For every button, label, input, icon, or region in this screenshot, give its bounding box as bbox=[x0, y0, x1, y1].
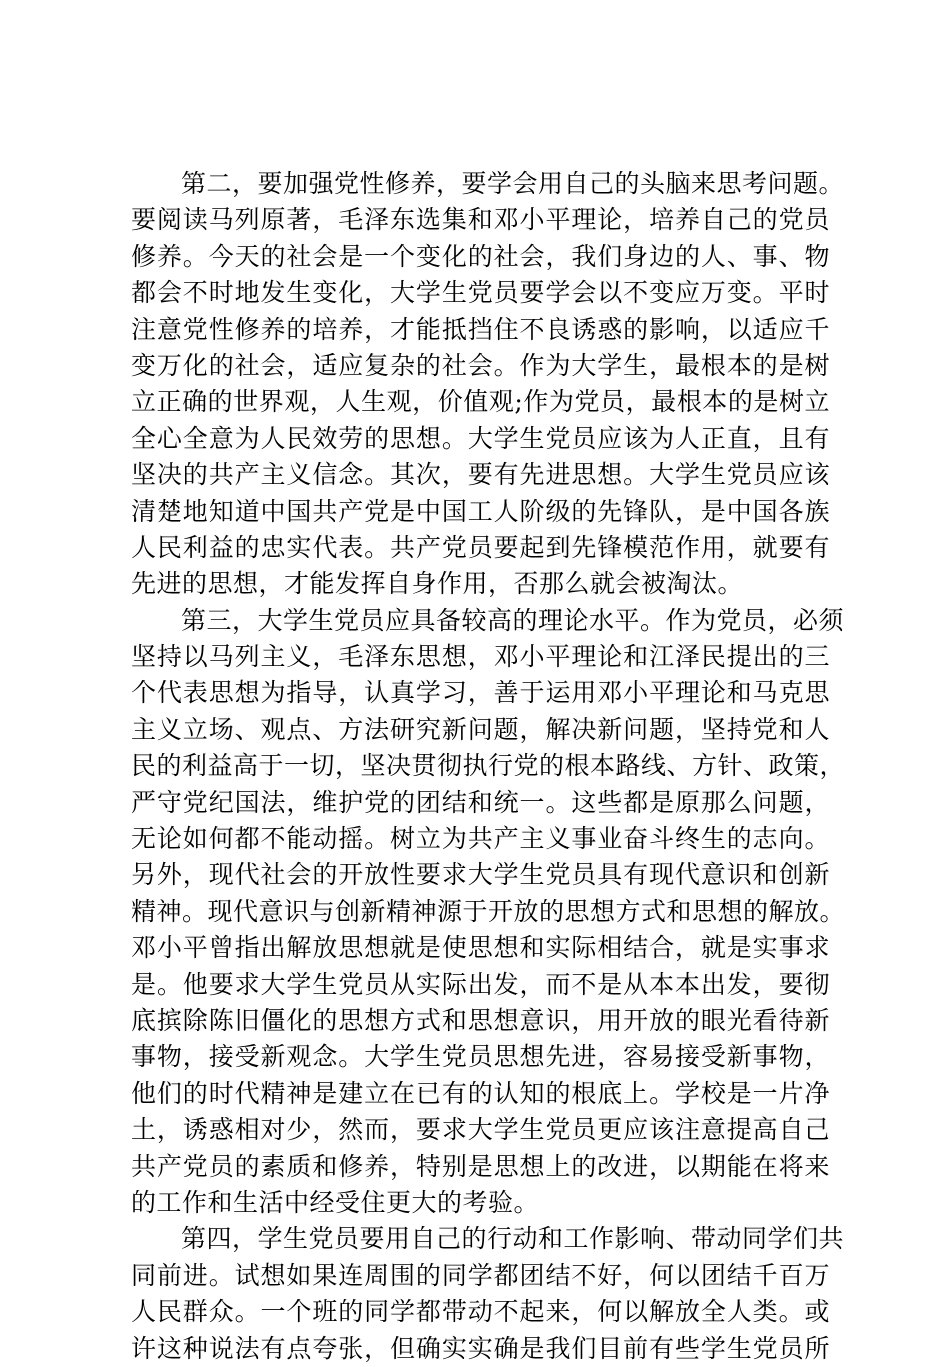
text-line: 民的利益高于一切，坚决贯彻执行党的根本路线、方针、政策， bbox=[131, 751, 846, 781]
text-line: 个代表思想为指导，认真学习，善于运用邓小平理论和马克思 bbox=[131, 678, 830, 708]
text-line: 第二，要加强党性修养，要学会用自己的头脑来思考问题。 bbox=[181, 169, 845, 198]
text-line: 人民群众。一个班的同学都带动不起来，何以解放全人类。或 bbox=[131, 1297, 830, 1327]
text-line: 同前进。试想如果连周围的同学都团结不好，何以团结千百万 bbox=[131, 1260, 830, 1290]
document-body bbox=[131, 166, 846, 1367]
text-line: 先进的思想，才能发挥自身作用，否那么就会被淘汰。 bbox=[131, 569, 744, 599]
text-line: 共产党员的素质和修养，特别是思想上的改进，以期能在将来 bbox=[131, 1151, 830, 1181]
text-line: 土，诱惑相对少，然而，要求大学生党员更应该注意提高自己 bbox=[131, 1115, 830, 1145]
text-line: 第四，学生党员要用自己的行动和工作影响、带动同学们共 bbox=[181, 1224, 845, 1254]
text-line: 坚持以马列主义，毛泽东思想，邓小平理论和江泽民提出的三 bbox=[131, 642, 830, 672]
text-line: 要阅读马列原著，毛泽东选集和邓小平理论，培养自己的党员 bbox=[131, 205, 830, 235]
text-line: 主义立场、观点、方法研究新问题，解决新问题，坚持党和人 bbox=[131, 714, 830, 744]
text-line: 清楚地知道中国共产党是中国工人阶级的先锋队，是中国各族 bbox=[131, 496, 830, 526]
text-line: 许这种说法有点夸张，但确实实确是我们目前有些学生党员所 bbox=[131, 1333, 830, 1363]
text-line: 坚决的共产主义信念。其次，要有先进思想。大学生党员应该 bbox=[131, 460, 830, 490]
text-line: 注意党性修养的培养，才能抵挡住不良诱惑的影响，以适应千 bbox=[131, 314, 830, 344]
text-line: 修养。今天的社会是一个变化的社会，我们身边的人、事、物 bbox=[131, 241, 830, 271]
text-line: 他们的时代精神是建立在已有的认知的根底上。学校是一片净 bbox=[131, 1078, 830, 1108]
text-line: 严守党纪国法，维护党的团结和统一。这些都是原那么问题， bbox=[131, 787, 830, 817]
text-line: 另外，现代社会的开放性要求大学生党员具有现代意识和创新 bbox=[131, 860, 830, 890]
text-line: 立正确的世界观，人生观，价值观;作为党员，最根本的是树立 bbox=[131, 387, 830, 417]
text-line: 第三，大学生党员应具备较高的理论水平。作为党员，必须 bbox=[181, 605, 845, 635]
text-line: 无论如何都不能动摇。树立为共产主义事业奋斗终生的志向。 bbox=[131, 824, 830, 854]
text-line: 全心全意为人民效劳的思想。大学生党员应该为人正直，且有 bbox=[131, 423, 830, 453]
text-line: 邓小平曾指出解放思想就是使思想和实际相结合，就是实事求 bbox=[131, 933, 830, 963]
text-line: 人民利益的忠实代表。共产党员要起到先锋模范作用，就要有 bbox=[131, 532, 830, 562]
text-line: 事物，接受新观念。大学生党员思想先进，容易接受新事物， bbox=[131, 1042, 830, 1072]
text-line: 精神。现代意识与创新精神源于开放的思想方式和思想的解放。 bbox=[131, 896, 846, 926]
text-line: 变万化的社会，适应复杂的社会。作为大学生，最根本的是树 bbox=[131, 350, 830, 380]
text-line: 的工作和生活中经受住更大的考验。 bbox=[131, 1187, 540, 1217]
text-line: 底摈除陈旧僵化的思想方式和思想意识，用开放的眼光看待新 bbox=[131, 1005, 830, 1035]
text-line: 都会不时地发生变化，大学生党员要学会以不变应万变。平时 bbox=[131, 278, 830, 308]
text-line: 是。他要求大学生党员从实际出发，而不是从本本出发，要彻 bbox=[131, 969, 830, 999]
